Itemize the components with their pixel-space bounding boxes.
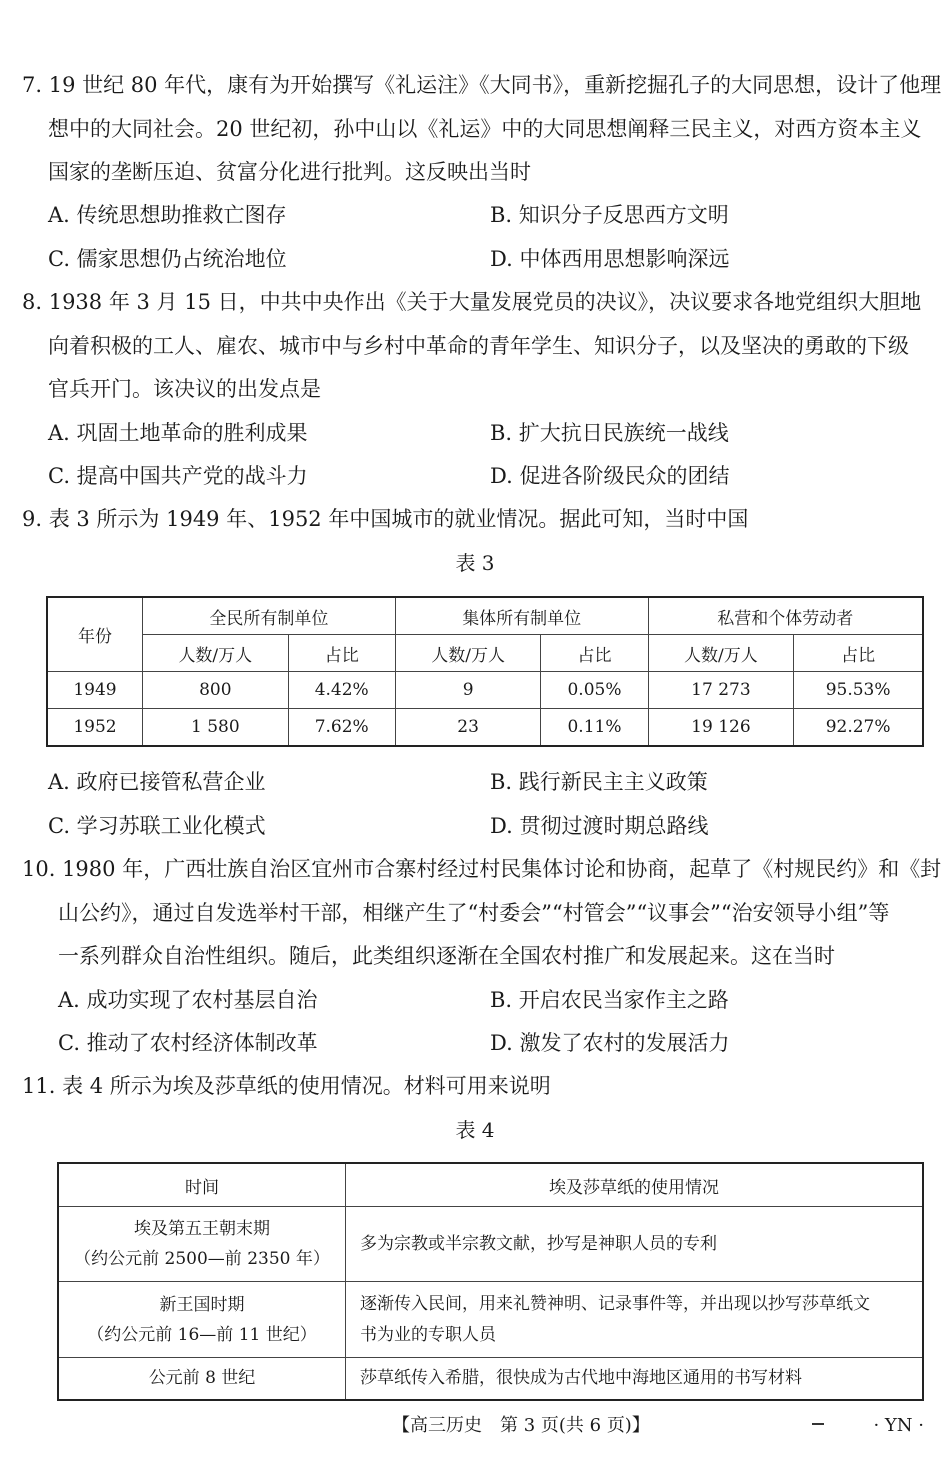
q8-option-c[interactable]: C. 提高中国共产党的战斗力 [48,464,308,488]
table-cell: 7.62% [288,709,395,747]
table-cell: 9 [395,672,541,709]
table-cell: 19 126 [648,709,794,747]
q8-option-b[interactable]: B. 扩大抗日民族统一战线 [490,421,729,445]
q9-stem: 9. 表 3 所示为 1949 年、1952 年中国城市的就业情况。据此可知，当时中国 [22,507,749,531]
table-cell: 92.27% [794,709,923,747]
table-4-time-header: 时间 [58,1163,346,1207]
q10-option-a[interactable]: A. 成功实现了农村基层自治 [58,988,318,1012]
time-line: 新王国时期 [159,1294,245,1315]
table-4-caption: 表 4 [455,1118,495,1142]
time-line: 埃及第五王朝末期 [134,1219,270,1239]
table-row [58,1207,923,1282]
table-cell: 23 [395,709,541,747]
q10-stem-line-1: 10. 1980 年，广西壮族自治区宜州市合寨村经过村民集体讨论和协商，起草了《村规民约》和《封 [22,857,942,881]
desc-line: 莎草纸传入希腊，很快成为古代地中海地区通用的书写材料 [360,1367,802,1388]
q7-stem-line-3: 国家的垄断压迫、贫富分化进行批判。这反映出当时 [48,160,531,184]
q10-option-c[interactable]: C. 推动了农村经济体制改革 [58,1031,318,1055]
table-3-group-header: 集体所有制单位 [395,597,648,635]
time-line: 公元前 8 世纪 [148,1368,256,1389]
table-cell: 1952 [47,709,143,747]
desc-line: 书为业的专职人员 [360,1324,496,1345]
q9-option-b[interactable]: B. 践行新民主主义政策 [490,770,708,794]
q7-stem-line-1: 7. 19 世纪 80 年代，康有为开始撰写《礼运注》《大同书》，重新挖掘孔子的大同思想，设计了他理 [22,73,942,97]
table-row [58,1358,923,1400]
q10-option-b[interactable]: B. 开启农民当家作主之路 [490,988,729,1012]
table-cell: 1949 [47,672,143,709]
desc-line: 多为宗教或半宗教文献，抄写是神职人员的专利 [360,1233,717,1254]
table-cell: 4.42% [288,672,395,709]
table-3-year-header: 年份 [47,597,143,672]
table-3-subheader: 占比 [794,635,923,672]
table-cell: 0.05% [541,672,648,709]
table-cell: 1 580 [143,709,289,747]
table-cell-desc [346,1207,924,1282]
q8-stem-line-2: 向着积极的工人、雇农、城市中与乡村中革命的青年学生、知识分子，以及坚决的勇敢的下级 [48,334,909,358]
footer-code: · YN · [873,1415,924,1436]
q8-stem-line-1: 8. 1938 年 3 月 15 日，中共中央作出《关于大量发展党员的决议》，决议要求各地党组织大胆地 [22,290,922,314]
q9-option-c[interactable]: C. 学习苏联工业化模式 [48,814,266,838]
table-cell: 800 [143,672,289,709]
table-3-subheader: 人数/万人 [143,635,289,672]
table-4-usage-header: 埃及莎草纸的使用情况 [346,1163,924,1207]
table-cell-time [58,1358,346,1400]
table-3-subheader: 人数/万人 [395,635,541,672]
table-cell-time [58,1282,346,1358]
table-row [47,672,923,709]
table-cell: 0.11% [541,709,648,747]
q8-stem-line-3: 官兵开门。该决议的出发点是 [48,377,321,401]
q7-stem-line-2: 想中的大同社会。20 世纪初，孙中山以《礼运》中的大同思想阐释三民主义，对西方资本主义 [48,117,922,141]
q7-option-b[interactable]: B. 知识分子反思西方文明 [490,203,729,227]
table-3-group-header: 全民所有制单位 [143,597,396,635]
q8-option-d[interactable]: D. 促进各阶级民众的团结 [490,464,730,488]
table-3-caption: 表 3 [455,551,495,575]
page-number: 【高三历史 第 3 页(共 6 页)】 [392,1415,650,1436]
table-3-subheader: 人数/万人 [648,635,794,672]
table-3-subheader: 占比 [541,635,648,672]
q9-option-d[interactable]: D. 贯彻过渡时期总路线 [490,814,709,838]
table-cell: 95.53% [794,672,923,709]
q8-option-a[interactable]: A. 巩固土地革命的胜利成果 [48,421,308,445]
q7-option-d[interactable]: D. 中体西用思想影响深远 [490,247,730,271]
q7-option-a[interactable]: A. 传统思想助推救亡图存 [48,203,287,227]
table-cell-desc [346,1358,924,1400]
time-line: （约公元前 2500—前 2350 年） [74,1249,330,1269]
q10-stem-line-3: 一系列群众自治性组织。随后，此类组织逐渐在全国农村推广和发展起来。这在当时 [58,944,835,968]
table-row [47,709,923,747]
table-row [58,1282,923,1358]
table-3-subheader: 占比 [288,635,395,672]
q7-option-c[interactable]: C. 儒家思想仍占统治地位 [48,247,287,271]
table-3 [46,596,924,747]
table-cell-time [58,1207,346,1282]
table-cell: 17 273 [648,672,794,709]
table-cell-desc [346,1282,924,1358]
q10-stem-line-2: 山公约》，通过自发选举村干部，相继产生了“村委会”“村管会”“议事会”“治安领导小组”等 [58,901,890,925]
table-4 [57,1162,924,1401]
q10-option-d[interactable]: D. 激发了农村的发展活力 [490,1031,730,1055]
footer-dash [812,1423,824,1425]
time-line: （约公元前 16—前 11 世纪） [87,1324,317,1345]
table-3-group-header: 私营和个体劳动者 [648,597,923,635]
q9-option-a[interactable]: A. 政府已接管私营企业 [48,770,266,794]
q11-stem: 11. 表 4 所示为埃及莎草纸的使用情况。材料可用来说明 [22,1074,551,1098]
desc-line: 逐渐传入民间，用来礼赞神明、记录事件等，并出现以抄写莎草纸文 [360,1293,870,1314]
